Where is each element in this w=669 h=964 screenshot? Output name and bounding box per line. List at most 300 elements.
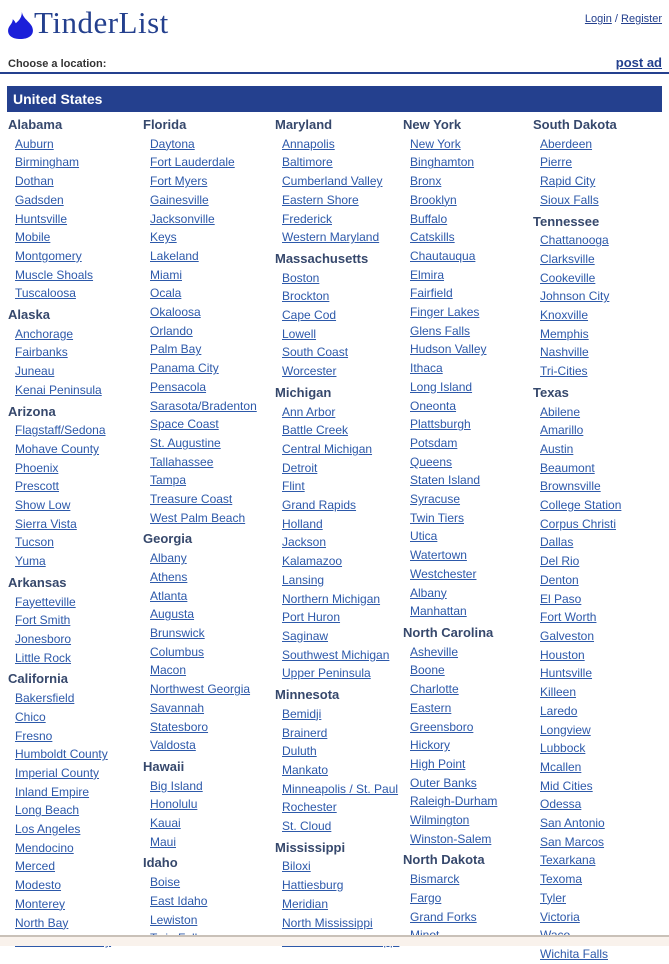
city-row	[8, 783, 143, 802]
state-header: New York	[403, 117, 462, 132]
state-header: Minnesota	[275, 687, 340, 703]
city-row	[143, 303, 275, 322]
city-link[interactable]: Queens	[410, 454, 453, 469]
city-row	[533, 795, 669, 814]
city-link[interactable]: Kauai	[150, 816, 181, 831]
city-link[interactable]: Eastern	[410, 700, 452, 715]
city-link[interactable]: Saginaw	[282, 628, 329, 643]
register-link[interactable]: Register	[621, 13, 662, 25]
city-link[interactable]: Hudson Valley	[410, 342, 487, 357]
city-row	[143, 228, 275, 247]
city-link[interactable]: Boone	[410, 663, 445, 678]
city-link[interactable]: Atlanta	[150, 588, 188, 603]
city-row	[533, 721, 669, 740]
city-row	[403, 228, 533, 247]
city-row	[275, 742, 403, 761]
city-link[interactable]: Mcallen	[540, 759, 582, 774]
city-link[interactable]: Bismarck	[410, 872, 460, 887]
city-link[interactable]: Kalamazoo	[282, 554, 343, 569]
city-link[interactable]: St. Augustine	[150, 435, 221, 450]
city-link[interactable]: Raleigh-Durham	[410, 794, 498, 809]
city-link[interactable]: Sarasota/Bradenton	[150, 398, 257, 413]
city-link[interactable]: Manhattan	[410, 604, 467, 619]
city-link[interactable]: Brainerd	[282, 725, 328, 740]
city-link[interactable]: Fresno	[15, 728, 53, 743]
city-link[interactable]: Little Rock	[15, 650, 72, 665]
location-column-4	[403, 116, 533, 964]
city-link[interactable]: Big Island	[150, 778, 203, 793]
city-link[interactable]: Boston	[282, 270, 320, 285]
city-link[interactable]: Albany	[150, 551, 187, 566]
city-link[interactable]: Nashville	[540, 345, 589, 360]
state-group	[275, 384, 403, 683]
city-row	[8, 649, 143, 668]
city-link[interactable]: Los Angeles	[15, 822, 81, 837]
location-column-3	[275, 116, 403, 964]
city-link[interactable]: Auburn	[15, 136, 54, 151]
city-row	[275, 552, 403, 571]
city-link[interactable]: North Bay	[15, 915, 69, 930]
city-link[interactable]: Kenai Peninsula	[15, 382, 102, 397]
city-link[interactable]: Wichita Falls	[540, 946, 609, 961]
city-row	[533, 533, 669, 552]
city-link[interactable]: Jacksonville	[150, 211, 215, 226]
city-link[interactable]: Victoria	[540, 909, 580, 924]
city-link[interactable]: Modesto	[15, 878, 62, 893]
city-link[interactable]: Cape Cod	[282, 308, 337, 323]
city-row	[403, 135, 533, 154]
city-row	[275, 705, 403, 724]
city-link[interactable]: Fargo	[410, 890, 442, 905]
city-link[interactable]: Twin Tiers	[410, 510, 465, 525]
city-link[interactable]: Minneapolis / St. Paul	[282, 781, 399, 796]
city-row	[143, 471, 275, 490]
city-link[interactable]: Bemidji	[282, 706, 322, 721]
city-row	[8, 172, 143, 191]
state-group	[275, 686, 403, 836]
city-link[interactable]: Gadsden	[15, 192, 64, 207]
city-link[interactable]: Montgomery	[15, 248, 82, 263]
auth-separator: /	[614, 13, 618, 25]
city-link[interactable]: Lansing	[282, 572, 325, 587]
city-link[interactable]: Albany	[410, 585, 447, 600]
state-header: Texas	[533, 384, 569, 400]
city-link[interactable]: College Station	[540, 498, 622, 513]
city-row	[275, 228, 403, 247]
city-link[interactable]: Mankato	[282, 762, 329, 777]
city-link[interactable]: Orlando	[150, 323, 193, 338]
city-row	[143, 191, 275, 210]
city-link[interactable]: Muscle Shoals	[15, 267, 94, 282]
city-link[interactable]: Birmingham	[15, 155, 80, 170]
city-link[interactable]: Biloxi	[282, 859, 311, 874]
city-row	[8, 153, 143, 172]
city-link[interactable]: Pierre	[540, 155, 573, 170]
city-link[interactable]: Holland	[282, 516, 323, 531]
city-row	[143, 605, 275, 624]
city-link[interactable]: Amarillo	[540, 423, 584, 438]
location-grid	[0, 112, 669, 964]
city-link[interactable]: West Palm Beach	[150, 510, 246, 525]
city-link[interactable]: High Point	[410, 756, 466, 771]
city-link[interactable]: Bakersfield	[15, 691, 75, 706]
city-link[interactable]: Show Low	[15, 498, 71, 513]
city-row	[533, 870, 669, 889]
city-link[interactable]: Fort Lauderdale	[150, 155, 235, 170]
city-row	[403, 870, 533, 889]
city-link[interactable]: New York	[410, 136, 461, 151]
city-link[interactable]: North Mississippi	[282, 915, 373, 930]
city-link[interactable]: Elmira	[410, 267, 445, 282]
city-link[interactable]: Long Beach	[15, 803, 80, 818]
site-logo[interactable]	[8, 5, 169, 41]
city-row	[403, 699, 533, 718]
city-link[interactable]: Chautauqua	[410, 248, 476, 263]
city-row	[403, 661, 533, 680]
city-link[interactable]: Hickory	[410, 738, 451, 753]
city-link[interactable]: Greensboro	[410, 719, 474, 734]
city-link[interactable]: Long Island	[410, 379, 473, 394]
city-link[interactable]: Northern Michigan	[282, 591, 381, 606]
city-row	[275, 306, 403, 325]
city-link[interactable]: Tucson	[15, 535, 54, 550]
city-row	[275, 817, 403, 836]
flame-icon	[8, 10, 33, 39]
city-link[interactable]: Glens Falls	[410, 323, 471, 338]
city-link[interactable]: Lowell	[282, 326, 317, 341]
city-row	[533, 362, 669, 381]
city-link[interactable]: Ocala	[150, 286, 182, 301]
city-link[interactable]: Lakeland	[150, 248, 199, 263]
post-ad-link[interactable]: post ad	[615, 55, 662, 70]
city-row	[275, 761, 403, 780]
login-link[interactable]: Login	[584, 13, 612, 25]
city-link[interactable]: Space Coast	[150, 417, 219, 432]
city-link[interactable]: Huntsville	[540, 666, 593, 681]
city-link[interactable]: Honolulu	[150, 797, 198, 812]
city-row	[275, 496, 403, 515]
city-link[interactable]: Fort Smith	[15, 613, 71, 628]
city-link[interactable]: Texoma	[540, 872, 583, 887]
city-row	[403, 643, 533, 662]
city-link[interactable]: Longview	[540, 722, 591, 737]
city-link[interactable]: Brunswick	[150, 625, 205, 640]
city-row	[143, 736, 275, 755]
city-link[interactable]: Flint	[282, 479, 305, 494]
city-link[interactable]: Rapid City	[540, 174, 596, 189]
city-row	[143, 172, 275, 191]
city-link[interactable]: Potsdam	[410, 435, 458, 450]
city-link[interactable]: Watertown	[410, 548, 467, 563]
city-link[interactable]: South Coast	[282, 345, 349, 360]
city-link[interactable]: Denton	[540, 572, 579, 587]
city-link[interactable]: Phoenix	[15, 460, 59, 475]
city-link[interactable]: Tyler	[540, 890, 567, 905]
city-row	[403, 755, 533, 774]
city-link[interactable]: Chattanooga	[540, 233, 609, 248]
city-link[interactable]: Lubbock	[540, 741, 586, 756]
city-link[interactable]: St. Cloud	[282, 819, 332, 834]
city-row	[403, 210, 533, 229]
city-row	[143, 453, 275, 472]
state-group	[8, 306, 143, 400]
location-column-2	[143, 116, 275, 964]
city-link[interactable]: Hattiesburg	[282, 878, 344, 893]
city-link[interactable]: Ithaca	[410, 361, 443, 376]
city-link[interactable]: Augusta	[150, 607, 195, 622]
city-link[interactable]: Grand Rapids	[282, 498, 357, 513]
city-link[interactable]: Flagstaff/Sedona	[15, 423, 106, 438]
city-link[interactable]: Macon	[150, 663, 187, 678]
city-link[interactable]: Johnson City	[540, 289, 610, 304]
city-row	[8, 764, 143, 783]
city-row	[143, 210, 275, 229]
city-link[interactable]: San Antonio	[540, 816, 605, 831]
state-header: Florida	[143, 117, 187, 132]
logo-text: TinderList	[34, 5, 169, 40]
city-link[interactable]: Meridian	[282, 896, 329, 911]
city-row	[275, 590, 403, 609]
city-link[interactable]: Huntsville	[15, 211, 68, 226]
city-link[interactable]: Wilmington	[410, 813, 470, 828]
city-link[interactable]: Memphis	[540, 326, 589, 341]
city-link[interactable]: Binghamton	[410, 155, 475, 170]
city-link[interactable]: Fayetteville	[15, 594, 76, 609]
city-link[interactable]: El Paso	[540, 591, 582, 606]
city-link[interactable]: Oneonta	[410, 398, 457, 413]
city-link[interactable]: Knoxville	[540, 308, 589, 323]
city-link[interactable]: Odessa	[540, 797, 582, 812]
city-link[interactable]: Jonesboro	[15, 631, 72, 646]
city-link[interactable]: Ann Arbor	[282, 404, 336, 419]
choose-location-label: Choose a location:	[8, 58, 107, 70]
city-row	[143, 873, 275, 892]
city-row	[533, 646, 669, 665]
city-link[interactable]: Battle Creek	[282, 423, 349, 438]
city-row	[8, 708, 143, 727]
city-row	[143, 340, 275, 359]
city-row	[533, 343, 669, 362]
city-link[interactable]: Sierra Vista	[15, 516, 77, 531]
city-row	[8, 266, 143, 285]
city-row	[403, 322, 533, 341]
city-link[interactable]: Brownsville	[540, 479, 601, 494]
city-link[interactable]: Syracuse	[410, 492, 461, 507]
city-row	[533, 945, 669, 964]
city-link[interactable]: Prescott	[15, 479, 60, 494]
state-header: Georgia	[143, 531, 193, 547]
city-link[interactable]: Athens	[150, 569, 188, 584]
city-link[interactable]: Frederick	[282, 211, 333, 226]
city-link[interactable]: Utica	[410, 529, 438, 544]
city-link[interactable]: Detroit	[282, 460, 318, 475]
city-link[interactable]: Houston	[540, 647, 585, 662]
city-row	[275, 780, 403, 799]
city-link[interactable]: Texarkana	[540, 853, 596, 868]
city-row	[8, 343, 143, 362]
city-link[interactable]: Tallahassee	[150, 454, 214, 469]
city-link[interactable]: Panama City	[150, 361, 219, 376]
city-link[interactable]: Anchorage	[15, 326, 74, 341]
city-link[interactable]: Palm Bay	[150, 342, 202, 357]
city-link[interactable]: Central Michigan	[282, 441, 373, 456]
city-row	[8, 611, 143, 630]
city-row	[143, 587, 275, 606]
city-row	[403, 153, 533, 172]
city-row	[533, 287, 669, 306]
city-link[interactable]: Daytona	[150, 136, 195, 151]
city-link[interactable]: Tuscaloosa	[15, 286, 76, 301]
city-link[interactable]: Mendocino	[15, 840, 74, 855]
city-row	[275, 857, 403, 876]
city-link[interactable]: Fairbanks	[15, 345, 68, 360]
city-link[interactable]: East Idaho	[150, 893, 208, 908]
city-link[interactable]: Miami	[150, 267, 182, 282]
city-link[interactable]: Cookeville	[540, 270, 596, 285]
city-link[interactable]: Pensacola	[150, 379, 207, 394]
city-row	[533, 477, 669, 496]
city-link[interactable]: Statesboro	[150, 719, 209, 734]
city-link[interactable]: Jackson	[282, 535, 327, 550]
city-link[interactable]: Grand Forks	[410, 909, 477, 924]
city-link[interactable]: Aberdeen	[540, 136, 593, 151]
city-link[interactable]: Humboldt County	[15, 747, 108, 762]
city-row	[403, 397, 533, 416]
city-row	[533, 496, 669, 515]
city-link[interactable]: Fairfield	[410, 286, 453, 301]
city-row	[143, 266, 275, 285]
city-row	[8, 895, 143, 914]
city-link[interactable]: Galveston	[540, 628, 595, 643]
city-link[interactable]: Laredo	[540, 703, 578, 718]
city-link[interactable]: Charlotte	[410, 682, 459, 697]
city-row	[403, 284, 533, 303]
city-link[interactable]: Buffalo	[410, 211, 448, 226]
city-link[interactable]: Inland Empire	[15, 784, 90, 799]
city-link[interactable]: Del Rio	[540, 554, 580, 569]
city-row	[533, 739, 669, 758]
city-link[interactable]: Eastern Shore	[282, 192, 359, 207]
city-row	[143, 680, 275, 699]
city-row	[533, 627, 669, 646]
city-link[interactable]: Juneau	[15, 364, 55, 379]
state-group	[8, 574, 143, 668]
city-link[interactable]: Brockton	[282, 289, 330, 304]
city-link[interactable]: Worcester	[282, 364, 337, 379]
city-link[interactable]: Dothan	[15, 174, 54, 189]
city-link[interactable]: Valdosta	[150, 738, 196, 753]
city-link[interactable]: Bronx	[410, 174, 442, 189]
city-row	[533, 269, 669, 288]
city-link[interactable]: Abilene	[540, 404, 581, 419]
city-link[interactable]: Chico	[15, 709, 46, 724]
city-link[interactable]: Monterey	[15, 896, 66, 911]
city-link[interactable]: Tri-Cities	[540, 364, 588, 379]
city-link[interactable]: Tampa	[150, 473, 187, 488]
city-link[interactable]: Southwest Michigan	[282, 647, 390, 662]
city-row	[8, 745, 143, 764]
city-row	[533, 306, 669, 325]
city-link[interactable]: Asheville	[410, 644, 459, 659]
city-link[interactable]: Corpus Christi	[540, 516, 617, 531]
city-row	[403, 774, 533, 793]
city-row	[275, 440, 403, 459]
city-row	[403, 527, 533, 546]
city-link[interactable]: San Marcos	[540, 834, 605, 849]
city-link[interactable]: Western Maryland	[282, 230, 380, 245]
state-group	[275, 116, 403, 247]
city-link[interactable]: Brooklyn	[410, 192, 457, 207]
city-link[interactable]: Columbus	[150, 644, 205, 659]
city-row	[143, 892, 275, 911]
city-link[interactable]: Clarksville	[540, 251, 595, 266]
city-row	[8, 440, 143, 459]
city-link[interactable]: Gainesville	[150, 192, 209, 207]
city-link[interactable]: Fort Worth	[540, 610, 597, 625]
city-row	[533, 440, 669, 459]
city-link[interactable]: Annapolis	[282, 136, 335, 151]
city-link[interactable]: Yuma	[15, 554, 46, 569]
city-link[interactable]: Fort Myers	[150, 174, 208, 189]
city-link[interactable]: Outer Banks	[410, 775, 477, 790]
city-row	[8, 876, 143, 895]
city-link[interactable]: Savannah	[150, 700, 205, 715]
city-link[interactable]: Killeen	[540, 685, 577, 700]
city-link[interactable]: Okaloosa	[150, 305, 201, 320]
city-link[interactable]: Catskills	[410, 230, 455, 245]
city-row	[275, 533, 403, 552]
city-row	[275, 210, 403, 229]
city-link[interactable]: Winston-Salem	[410, 831, 492, 846]
city-link[interactable]: Austin	[540, 441, 574, 456]
city-row	[533, 702, 669, 721]
city-link[interactable]: Upper Peninsula	[282, 666, 371, 681]
city-link[interactable]: Keys	[150, 230, 177, 245]
city-link[interactable]: Staten Island	[410, 473, 481, 488]
city-link[interactable]: Westchester	[410, 566, 477, 581]
city-link[interactable]: Lewiston	[150, 912, 198, 927]
city-link[interactable]: Imperial County	[15, 765, 100, 780]
city-row	[533, 191, 669, 210]
city-link[interactable]: Mohave County	[15, 441, 100, 456]
city-link[interactable]: Sioux Falls	[540, 192, 599, 207]
city-link[interactable]: Port Huron	[282, 610, 341, 625]
city-link[interactable]: Mid Cities	[540, 778, 593, 793]
footer-strip	[0, 935, 669, 946]
city-link[interactable]: Baltimore	[282, 155, 333, 170]
city-link[interactable]: Dallas	[540, 535, 574, 550]
city-link[interactable]: Plattsburgh	[410, 417, 471, 432]
city-link[interactable]: Rochester	[282, 800, 337, 815]
city-row	[275, 724, 403, 743]
city-link[interactable]: Mobile	[15, 230, 51, 245]
city-link[interactable]: Finger Lakes	[410, 305, 480, 320]
city-link[interactable]: Boise	[150, 875, 181, 890]
city-link[interactable]: Maui	[150, 834, 177, 849]
city-link[interactable]: Beaumont	[540, 460, 595, 475]
city-link[interactable]: Northwest Georgia	[150, 682, 251, 697]
city-link[interactable]: Duluth	[282, 744, 317, 759]
state-group	[275, 250, 403, 381]
city-link[interactable]: Treasure Coast	[150, 492, 233, 507]
state-group	[8, 670, 143, 951]
city-row	[143, 397, 275, 416]
state-header: Maryland	[275, 117, 333, 132]
city-link[interactable]: Merced	[15, 859, 56, 874]
city-link[interactable]: Cumberland Valley	[282, 174, 383, 189]
location-column-5	[533, 116, 669, 964]
state-group	[143, 530, 275, 754]
